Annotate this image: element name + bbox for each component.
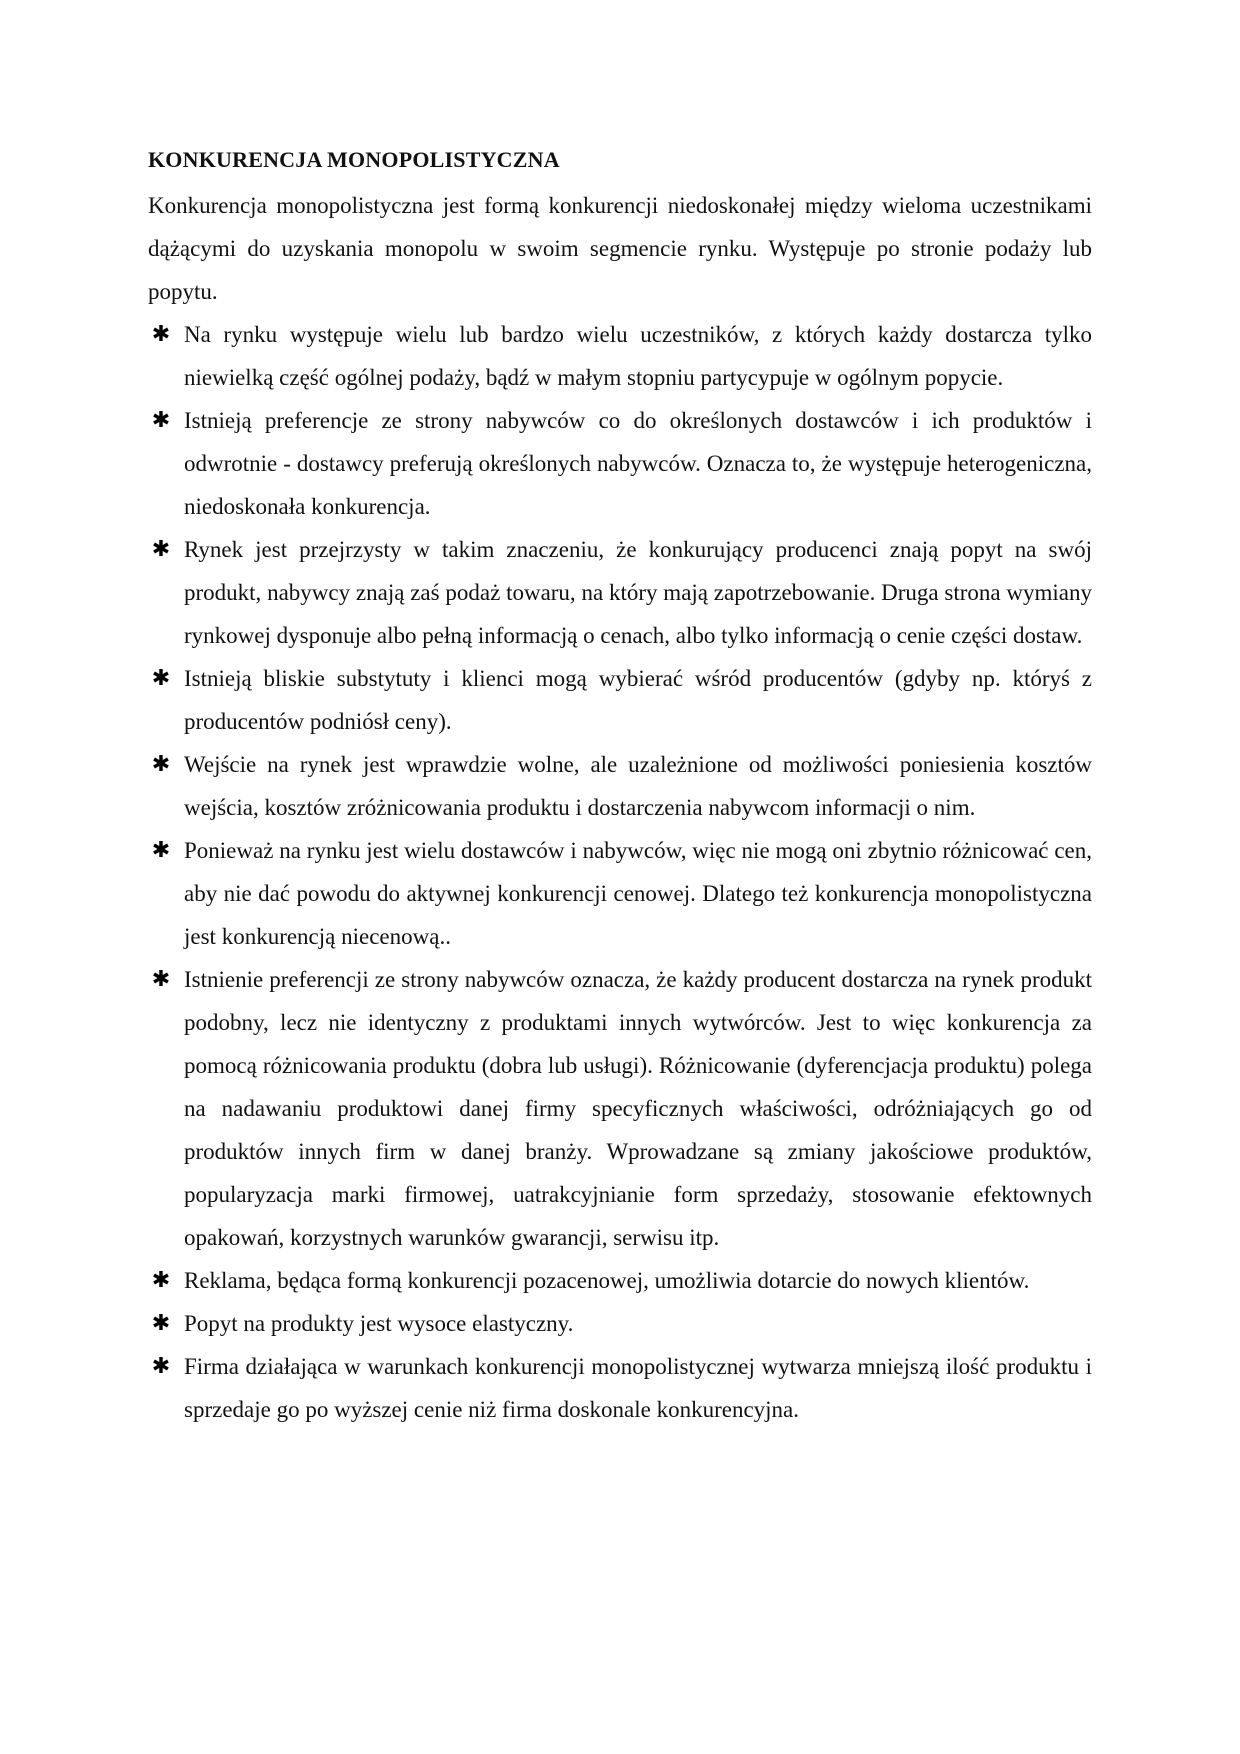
- asterisk-bullet-icon: ✱: [151, 408, 171, 433]
- intro-paragraph: Konkurencja monopolistyczna jest formą konkurencji niedoskonałej między wieloma uczestnikami dążącymi do uzyskania monopolu w swoim segmencie rynku. Występuje po stronie podaży lub popytu.: [148, 193, 1092, 304]
- list-item-text: Ponieważ na rynku jest wielu dostawców i nabywców, więc nie mogą oni zbytnio różnicować cen, aby nie dać powodu do aktywnej konkurencji cenowej. Dlatego też konkurencja monopolistyczna jest konkurencją niecenową..: [184, 838, 1092, 949]
- asterisk-bullet-icon: ✱: [151, 1354, 171, 1379]
- list-item: [148, 958, 1092, 1259]
- list-item: [148, 743, 1092, 829]
- asterisk-bullet-icon: ✱: [151, 838, 171, 863]
- list-item: [148, 399, 1092, 528]
- list-item: [148, 1345, 1092, 1431]
- document-title: KONKURENCJA MONOPOLISTYCZNA: [148, 147, 560, 172]
- list-item-text: Firma działająca w warunkach konkurencji monopolistycznej wytwarza mniejszą ilość produktu i sprzedaje go po wyższej cenie niż firma doskonale konkurencyjna.: [184, 1354, 1092, 1422]
- asterisk-bullet-icon: ✱: [151, 1268, 171, 1293]
- list-item: [148, 1302, 1092, 1345]
- list-item: [148, 657, 1092, 743]
- list-item-text: Wejście na rynek jest wprawdzie wolne, ale uzależnione od możliwości poniesienia kosztów wejścia, kosztów zróżnicowania produktu i dostarczenia nabywcom informacji o nim.: [184, 752, 1092, 820]
- asterisk-bullet-icon: ✱: [151, 752, 171, 777]
- list-item-text: Reklama, będąca formą konkurencji pozacenowej, umożliwia dotarcie do nowych klientów.: [184, 1268, 1030, 1293]
- list-item-text: Rynek jest przejrzysty w takim znaczeniu, że konkurujący producenci znają popyt na swój produkt, nabywcy znają zaś podaż towaru, na który mają zapotrzebowanie. Druga strona wymiany rynkowej dysponuje albo pełną informacją o cenach, albo tylko informacją o cenie części dostaw.: [184, 537, 1092, 648]
- list-item: [148, 313, 1092, 399]
- list-item: [148, 829, 1092, 958]
- asterisk-bullet-icon: ✱: [151, 1311, 171, 1336]
- list-item-text: Istnienie preferencji ze strony nabywców oznacza, że każdy producent dostarcza na rynek produkt podobny, lecz nie identyczny z produktami innych wytwórców. Jest to więc konkurencja za pomocą różnicowania produktu (dobra lub usługi). Różnicowanie (dyferencjacja produktu) polega na nadawaniu produktowi danej firmy specyficznych właściwości, odróżniających go od produktów innych firm w danej branży. Wprowadzane są zmiany jakościowe produktów, popularyzacja marki firmowej, uatrakcyjnianie form sprzedaży, stosowanie efektownych opakowań, korzystnych warunków gwarancji, serwisu itp.: [184, 967, 1092, 1250]
- asterisk-bullet-icon: ✱: [151, 666, 171, 691]
- list-item: [148, 528, 1092, 657]
- asterisk-bullet-icon: ✱: [151, 322, 171, 347]
- list-item-text: Popyt na produkty jest wysoce elastyczny.: [184, 1311, 574, 1336]
- list-item-text: Na rynku występuje wielu lub bardzo wielu uczestników, z których każdy dostarcza tylko niewielką część ogólnej podaży, bądź w małym stopniu partycypuje w ogólnym popycie.: [184, 322, 1092, 390]
- document-body: [148, 146, 1092, 1431]
- bullet-list: [148, 313, 1092, 1431]
- asterisk-bullet-icon: ✱: [151, 967, 171, 992]
- list-item-text: Istnieją preferencje ze strony nabywców co do określonych dostawców i ich produktów i odwrotnie - dostawcy preferują określonych nabywców. Oznacza to, że występuje heterogeniczna, niedoskonała konkurencja.: [184, 408, 1092, 519]
- list-item-text: Istnieją bliskie substytuty i klienci mogą wybierać wśród producentów (gdyby np. któryś z producentów podniósł ceny).: [184, 666, 1092, 734]
- list-item: [148, 1259, 1092, 1302]
- asterisk-bullet-icon: ✱: [151, 537, 171, 562]
